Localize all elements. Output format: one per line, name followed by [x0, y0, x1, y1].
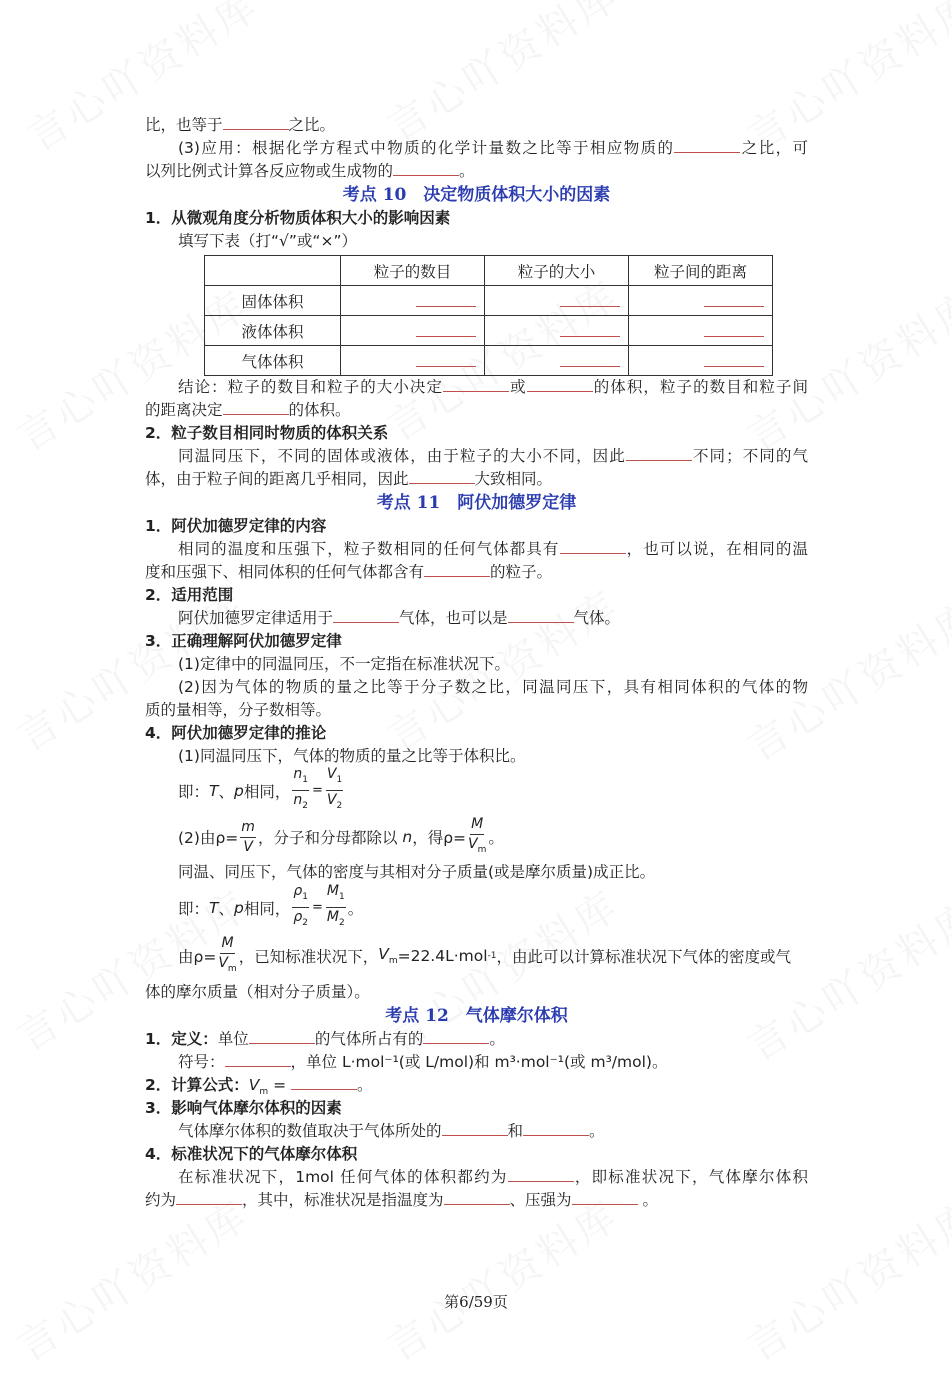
text-segment: 气体摩尔体积的数值取决于气体所处的 [178, 1122, 442, 1140]
text-segment: ，即标准状况下，气体摩尔体积 [573, 1168, 808, 1186]
fraction-M-Vm [468, 815, 486, 860]
answer-blank[interactable] [704, 291, 764, 307]
text-segment: 、压强为 [509, 1191, 572, 1209]
subheading: 1．阿伏加德罗定律的内容 [145, 517, 327, 535]
text: ，已知标准状况下， [238, 948, 379, 966]
text-line [145, 538, 808, 561]
text-line [145, 376, 808, 399]
row-label: 固体体积 [205, 286, 341, 316]
text-segment: 气体，也可以是 [399, 609, 508, 627]
answer-blank[interactable] [225, 1051, 291, 1067]
text-line [145, 445, 808, 468]
subscript: 1 [336, 775, 343, 785]
answer-cell[interactable] [485, 346, 629, 376]
subscript: 2 [302, 917, 308, 928]
text-line [145, 160, 808, 183]
answer-blank[interactable] [416, 351, 476, 367]
text-segment: 约为 [145, 1191, 177, 1209]
text-line [145, 561, 808, 584]
text-segment: (3)应用：根据化学方程式中物质的化学计量数之比等于相应物质的 [178, 139, 675, 157]
text-segment: 。 [637, 1191, 658, 1209]
answer-blank[interactable] [508, 607, 574, 623]
text-line [145, 1028, 808, 1051]
text-line [145, 607, 808, 630]
text-segment: 气体。 [573, 609, 621, 627]
text-line: (2)因为气体的物质的量之比等于分子数之比，同温同压下，具有相同体积的气体的物 [178, 678, 808, 696]
answer-blank[interactable] [176, 1189, 242, 1205]
text: 、 [218, 899, 234, 918]
fraction-m-V [240, 818, 256, 857]
text: 。 [488, 829, 504, 847]
text: 即： [178, 782, 210, 801]
line-content [218, 1030, 505, 1048]
text-segment: 在标准状况下，1mol 任何气体的体积都约为 [178, 1168, 508, 1186]
text-segment: 之比，可 [740, 139, 808, 157]
subscript: 2 [336, 800, 343, 811]
answer-blank[interactable] [393, 160, 459, 176]
text-segment: 单位 [217, 1030, 249, 1048]
subscript: 1 [302, 892, 308, 902]
answer-blank[interactable] [409, 468, 475, 484]
subscript: 1 [338, 892, 345, 902]
table-header: 粒子间的距离 [629, 256, 773, 286]
denominator: V [243, 838, 253, 855]
watermark [5, 1184, 259, 1372]
denominator: V [468, 835, 478, 852]
fraction-V [326, 765, 343, 816]
var-Vm [378, 945, 397, 966]
section-heading-10: 考点 10 决定物质体积大小的因素 [342, 185, 611, 205]
text: 即： [178, 899, 210, 918]
answer-blank[interactable] [442, 1120, 508, 1136]
answer-blank[interactable] [444, 1189, 510, 1205]
denominator: n [293, 792, 303, 808]
answer-blank[interactable] [223, 114, 289, 130]
formula-density-ratio [145, 884, 808, 931]
answer-blank[interactable] [560, 351, 620, 367]
answer-cell[interactable] [629, 286, 773, 316]
answer-cell[interactable] [341, 286, 485, 316]
subheading: 4．标准状况下的气体摩尔体积 [145, 1145, 358, 1163]
text: ，得ρ= [412, 829, 467, 847]
text-line: (1)同温同压下，气体的物质的量之比等于体积比。 [178, 747, 526, 765]
text-line [145, 1120, 808, 1143]
numerator: m [240, 818, 256, 838]
text-segment: 符号： [178, 1053, 225, 1071]
answer-blank[interactable] [704, 351, 764, 367]
answer-blank[interactable] [424, 561, 490, 577]
section-heading-11: 考点 11 阿伏加德罗定律 [376, 493, 577, 513]
table-header [205, 256, 341, 286]
var-V: V [248, 1076, 260, 1094]
answer-cell[interactable] [485, 316, 629, 346]
fraction-M [326, 882, 346, 933]
answer-cell[interactable] [629, 316, 773, 346]
text-line [145, 137, 808, 160]
text-line [145, 1166, 808, 1189]
answer-blank[interactable] [704, 321, 764, 337]
numerator: M [220, 934, 234, 954]
answer-blank[interactable] [416, 321, 476, 337]
page-number: 第6/59页 [444, 1293, 508, 1311]
text: ，分子和分母都除以 [257, 829, 398, 847]
table-row [205, 316, 773, 346]
table-header: 粒子的数目 [341, 256, 485, 286]
answer-blank[interactable] [523, 1120, 589, 1136]
watermark [375, 1184, 629, 1372]
answer-blank[interactable] [674, 137, 740, 153]
var-n: n [402, 828, 413, 846]
text-segment: ，单位 L·mol⁻¹(或 L/mol)和 m³·mol⁻¹(或 m³/mol)。 [290, 1053, 668, 1071]
text-line [145, 1189, 808, 1212]
subscript: m [259, 1087, 269, 1098]
row-label: 气体体积 [205, 346, 341, 376]
text-segment: 体，由于粒子间的距离几乎相同，因此 [145, 470, 409, 488]
subscript: 2 [302, 800, 308, 811]
answer-blank[interactable] [572, 1189, 638, 1205]
text-line [145, 468, 808, 491]
text-segment: 阿伏加德罗定律适用于 [178, 609, 334, 627]
numerator: M [326, 883, 339, 900]
denominator: ρ [293, 909, 303, 925]
text: 。 [347, 899, 364, 918]
text: 。 [357, 1076, 373, 1094]
formula-standard-density [145, 931, 808, 981]
table-header: 粒子的大小 [485, 256, 629, 286]
text-segment: 。 [589, 1122, 605, 1140]
numerator: ρ [293, 883, 303, 900]
text-line [145, 114, 808, 137]
text-segment: 不同；不同的气 [691, 447, 808, 465]
text-segment: 和 [507, 1122, 524, 1140]
answer-cell[interactable] [629, 346, 773, 376]
var-p: p [234, 898, 244, 917]
table-row [205, 286, 773, 316]
fraction-rho [292, 882, 309, 933]
subscript: 2 [338, 917, 345, 928]
text-line: 体的摩尔质量（相对分子质量）。 [145, 983, 370, 1001]
text-segment: ，也可以说，在相同的温 [625, 540, 808, 558]
text-segment: 。 [489, 1030, 505, 1048]
volume-factors-table [204, 255, 773, 376]
text-segment: ，其中，标准状况是指温度为 [242, 1191, 444, 1209]
text-segment: 。 [459, 162, 475, 180]
section-heading-12: 考点 12 气体摩尔体积 [385, 1006, 568, 1026]
answer-cell[interactable] [341, 346, 485, 376]
text-segment: 之比。 [288, 116, 336, 134]
fraction-M-Vm [218, 934, 236, 979]
numerator: M [470, 815, 484, 835]
answer-blank[interactable] [223, 399, 289, 415]
answer-blank[interactable] [423, 1028, 489, 1044]
equals: = [311, 900, 323, 915]
denominator: V [326, 792, 337, 808]
instruction: 填写下表（打“√”或“×”） [178, 232, 357, 250]
subscript: m [388, 956, 398, 967]
answer-blank[interactable] [626, 445, 692, 461]
equals: = [311, 783, 323, 798]
formula-density [145, 813, 808, 861]
subscript: m [477, 844, 487, 855]
var-V: V [378, 945, 389, 964]
fraction-n [292, 765, 309, 816]
text-line: 质的量相等，分子数相等。 [145, 701, 332, 719]
text-segment: 以列比例式计算各反应物或生成物的 [145, 162, 394, 180]
subheading: 2．粒子数目相同时物质的体积关系 [145, 424, 389, 442]
text-segment: 度和压强下、相同体积的任何气体都含有 [145, 563, 425, 581]
text-segment: 的粒子。 [490, 563, 553, 581]
text-segment: 的距离决定 [145, 401, 223, 419]
text-line [145, 1074, 808, 1097]
answer-blank[interactable] [249, 1028, 315, 1044]
equals: = [268, 1076, 292, 1094]
numerator: n [293, 766, 303, 783]
subheading: 1．从微观角度分析物质体积大小的影响因素 [145, 209, 451, 227]
subscript: m [227, 963, 237, 974]
text-segment: 的体积，粒子的数目和粒子间 [592, 378, 808, 396]
text-segment: 同温同压下，不同的固体或液体，由于粒子的大小不同，因此 [178, 447, 626, 465]
subheading: 2．计算公式： [145, 1076, 249, 1094]
answer-blank[interactable] [333, 607, 399, 623]
subheading: 3．正确理解阿伏加德罗定律 [145, 632, 342, 650]
text-segment: 或 [509, 378, 527, 396]
text-line: 同温、同压下，气体的密度与其相对分子质量(或是摩尔质量)成正比。 [178, 863, 656, 881]
text: ，由此可以计算标准状况下气体的密度或气 [496, 948, 792, 966]
text: 相同， [243, 899, 291, 918]
text: 、 [218, 782, 234, 801]
table-header-row [205, 256, 773, 286]
answer-blank[interactable] [560, 321, 620, 337]
answer-cell[interactable] [485, 286, 629, 316]
watermark [735, 1184, 952, 1372]
subheading: 3．影响气体摩尔体积的因素 [145, 1099, 342, 1117]
text: 相同， [243, 782, 291, 801]
table-row [205, 346, 773, 376]
answer-blank[interactable] [527, 376, 593, 392]
text-segment: 相同的温度和压强下，粒子数相同的任何气体都具有 [178, 540, 560, 558]
text-line [145, 1051, 808, 1074]
answer-blank[interactable] [560, 291, 620, 307]
subheading: 4．阿伏加德罗定律的推论 [145, 724, 327, 742]
answer-blank[interactable] [560, 538, 626, 554]
subheading: 1．定义： [145, 1030, 218, 1048]
text: =22.4L·mol [397, 947, 488, 965]
answer-blank[interactable] [508, 1166, 574, 1182]
text: (2)由ρ= [178, 829, 239, 847]
text-segment: 大致相同。 [474, 470, 553, 488]
answer-blank[interactable] [443, 376, 509, 392]
document-body [145, 114, 808, 1212]
row-label: 液体体积 [205, 316, 341, 346]
denominator: M [326, 909, 339, 925]
subheading: 2．适用范围 [145, 586, 234, 604]
var-T: T [209, 781, 219, 800]
text-segment: 比，也等于 [145, 116, 223, 134]
text-segment: 的体积。 [288, 401, 351, 419]
superscript: -1 [487, 951, 497, 961]
answer-cell[interactable] [341, 316, 485, 346]
formula-amount-volume [145, 768, 808, 813]
var-p: p [234, 781, 244, 800]
var-T: T [209, 898, 219, 917]
text: 由ρ= [178, 948, 217, 966]
denominator: V [218, 954, 228, 971]
text-line: (1)定律中的同温同压，不一定指在标准状况下。 [178, 655, 510, 673]
text-line [145, 399, 808, 422]
text-segment: 结论：粒子的数目和粒子的大小决定 [178, 378, 444, 396]
subscript: 1 [302, 775, 308, 785]
answer-blank[interactable] [291, 1074, 357, 1090]
answer-blank[interactable] [416, 291, 476, 307]
numerator: V [326, 766, 337, 783]
text-segment: 的气体所占有的 [314, 1030, 424, 1048]
